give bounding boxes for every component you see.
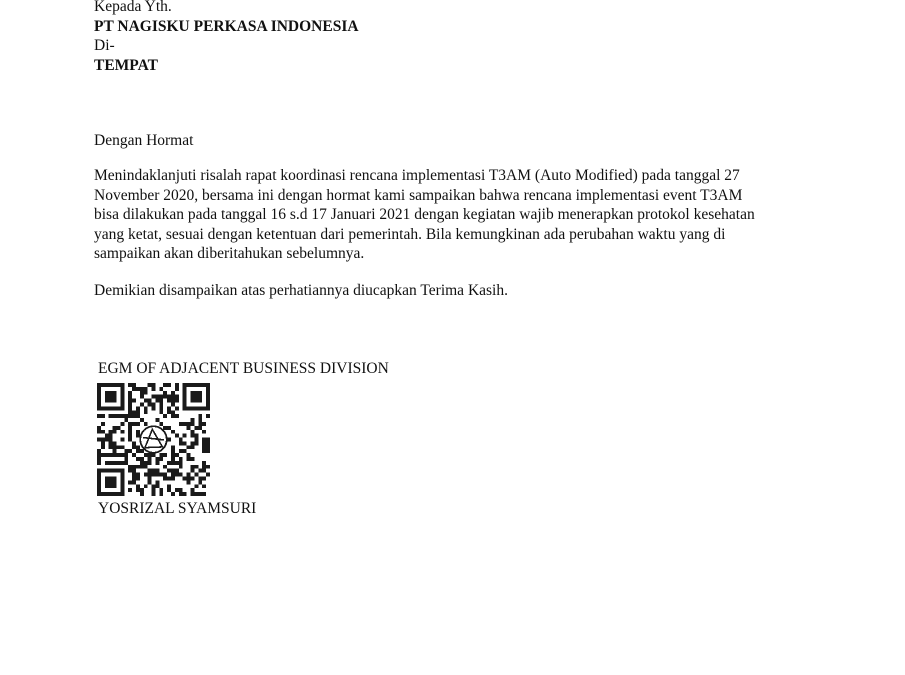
recipient-di: Di- xyxy=(94,37,115,54)
recipient-company: PT NAGISKU PERKASA INDONESIA xyxy=(94,17,359,35)
recipient-place: TEMPAT xyxy=(94,56,159,74)
signature-name: YOSRIZAL SYAMSURI xyxy=(98,500,257,517)
body-line: bisa dilakukan pada tanggal 16 s.d 17 Januari 2021 dengan kegiatan wajib menerapkan protokol kesehatan xyxy=(94,206,755,223)
recipient-greeting: Kepada Yth. xyxy=(94,0,172,15)
body-line: yang ketat, sesuai dengan ketentuan dari pemerintah. Bila kemungkinan ada perubahan waktu yang di xyxy=(94,225,726,243)
signature-title: EGM OF ADJACENT BUSINESS DIVISION xyxy=(98,360,389,377)
closing-line: Demikian disampaikan atas perhatiannya diucapkan Terima Kasih. xyxy=(94,282,508,299)
salutation: Dengan Hormat xyxy=(94,132,194,149)
qr-code-signature-icon xyxy=(97,383,210,496)
body-line: sampaikan akan diberitahukan sebelumnya. xyxy=(94,245,365,262)
body-paragraph xyxy=(94,166,824,264)
recipient-block xyxy=(94,0,359,75)
body-line: Menindaklanjuti risalah rapat koordinasi rencana implementasi T3AM (Auto Modified) pada tanggal 27 xyxy=(94,167,740,184)
body-line: November 2020, bersama ini dengan hormat kami sampaikan bahwa rencana implementasi event T3AM xyxy=(94,186,743,204)
